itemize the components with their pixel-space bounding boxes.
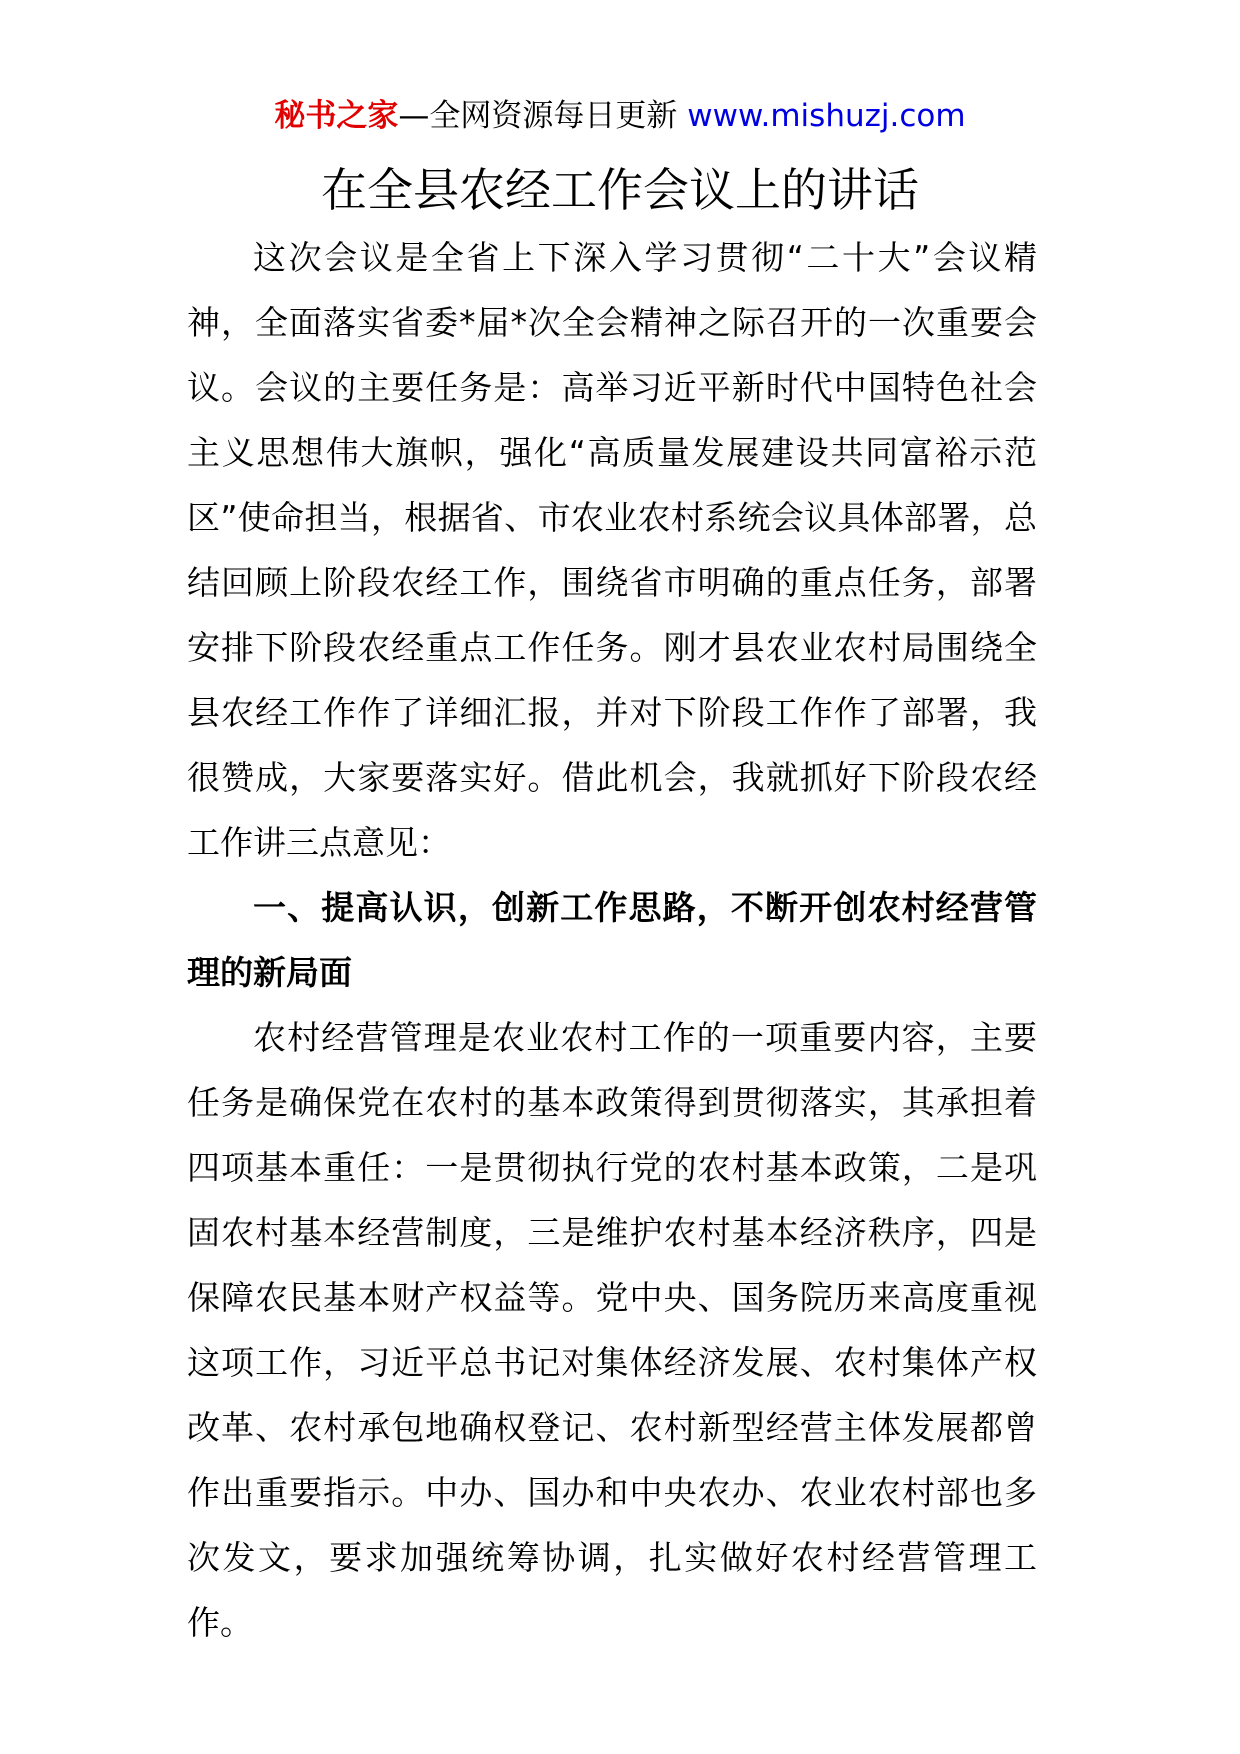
section-heading-1: 一、提高认识，创新工作思路，不断开创农村经营管理的新局面 xyxy=(187,888,1037,992)
site-header xyxy=(0,96,1240,136)
section-1-paragraph: 农村经营管理是农业农村工作的一项重要内容，主要任务是确保党在农村的基本政策得到贯彻落实，其承担着四项基本重任：一是贯彻执行党的农村基本政策，二是巩固农村基本经营制度，三是维护农村基本经济秩序，四是保障农民基本财产权益等。党中央、国务院历来高度重视这项工作，习近平总书记对集体经济发展、农村集体产权改革、农村承包地确权登记、农村新型经营主体发展都曾作出重要指示。中办、国办和中央农办、农业农村部也多次发文，要求加强统筹协调，扎实做好农村经营管理工作。 xyxy=(187,1018,1037,1642)
intro-paragraph: 这次会议是全省上下深入学习贯彻“二十大”会议精神，全面落实省委*届*次全会精神之际召开的一次重要会议。会议的主要任务是：高举习近平新时代中国特色社会主义思想伟大旗帜，强化“高质量发展建设共同富裕示范区”使命担当，根据省、市农业农村系统会议具体部署，总结回顾上阶段农经工作，围绕省市明确的重点任务，部署安排下阶段农经重点工作任务。刚才县农业农村局围绕全县农经工作作了详细汇报，并对下阶段工作作了部署，我很赞成，大家要落实好。借此机会，我就抓好下阶段农经工作讲三点意见： xyxy=(187,238,1037,862)
header-slogan: —全网资源每日更新 xyxy=(398,98,678,134)
brand-name: 秘书之家 xyxy=(274,98,399,134)
website-link[interactable]: www.mishuzj.com xyxy=(687,98,966,134)
document-title: 在全县农经工作会议上的讲话 xyxy=(321,163,919,217)
document-body xyxy=(187,225,1037,1655)
